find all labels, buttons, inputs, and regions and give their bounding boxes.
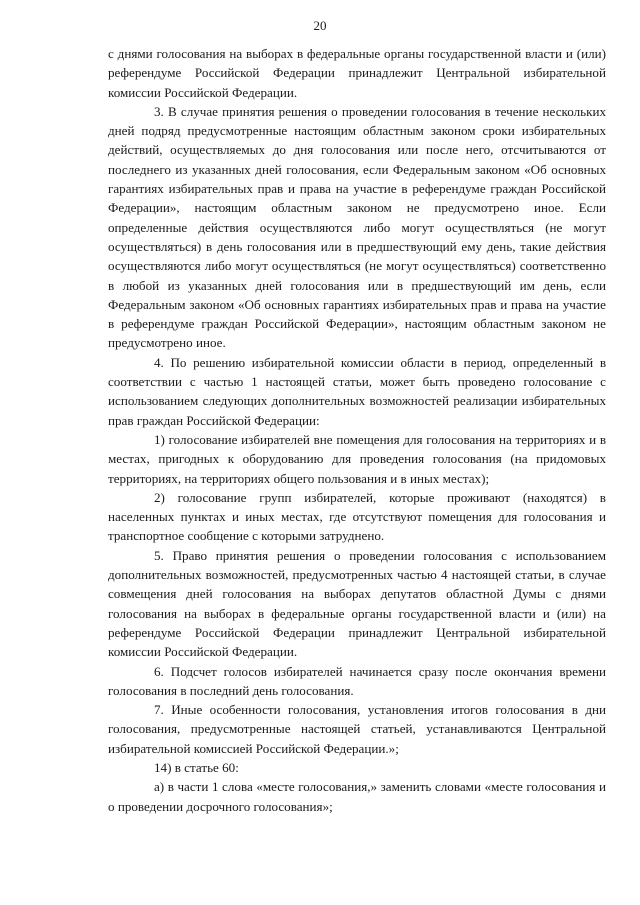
- paragraph-subitem-a: а) в части 1 слова «месте голосования,» заменить словами «месте голосования и о проведении досрочного голосования»;: [108, 779, 606, 814]
- paragraph-subitem-1: 1) голосование избирателей вне помещения для голосования на территориях и в местах, пригодных к оборудованию для проведения голосования (на придомовых территориях, на территориях общего пользования и в иных местах);: [108, 431, 606, 486]
- paragraph-item-7: 7. Иные особенности голосования, установления итогов голосования в дни голосования, предусмотренные настоящей статьей, устанавливаются Центральной избирательной комиссией Российской Федерации.»;: [108, 702, 606, 756]
- paragraph-item-5: 5. Право принятия решения о проведении голосования с использованием дополнительных возможностей, предусмотренных частью 4 настоящей статьи, в случае совмещения дней голосования на выборах депутатов областной Думы с днями голосования на выборах в федеральные органы государственной власти и (или) на референдуме Российской Федерации принадлежит Центральной избирательной комиссии Российской Федерации.: [108, 547, 606, 660]
- paragraph-item-6: 6. Подсчет голосов избирателей начинается сразу после окончания времени голосования в последний день голосования.: [108, 663, 606, 698]
- paragraph-item-3: 3. В случае принятия решения о проведении голосования в течение нескольких дней подряд предусмотренные настоящим областным законом сроки избирательных действий, осуществляемых до дня голосования или после него, отсчитываются от последнего из указанных дней голосования, если Федеральным законом «Об основных гарантиях избирательных прав и права на участие в референдуме граждан Российской Федерации», настоящим областным законом не предусмотрено иное. Если определенные действия осуществляются либо могут осуществляться (не могут осуществляться) в день голосования или в предшествующий ему день, такие действия осуществляются либо могут осуществляться (не могут осуществляться) соответственно в любой из указанных дней голосования или в предшествующий им день, если Федеральным законом «Об основных гарантиях избирательных прав и права на участие в референдуме граждан Российской Федерации», настоящим областным законом не предусмотрено иное.: [108, 103, 606, 351]
- page-number: 20: [313, 18, 327, 33]
- paragraph-item-4: 4. По решению избирательной комиссии области в период, определенный в соответствии с частью 1 настоящей статьи, может быть проведено голосование с использованием следующих дополнительных возможностей реализации избирательных прав граждан Российской Федерации:: [108, 354, 606, 428]
- document-body: [108, 44, 606, 816]
- paragraph-subitem-2: 2) голосование групп избирателей, которые проживают (находятся) в населенных пунктах и иных местах, где отсутствуют помещения для голосования и транспортное сообщение с которыми затруднено.: [108, 489, 606, 544]
- paragraph-continuation: с днями голосования на выборах в федеральные органы государственной власти и (или) референдуме Российской Федерации принадлежит Центральной избирательной комиссии Российской Федерации.: [108, 46, 606, 100]
- paragraph-item-14: 14) в статье 60:: [154, 759, 239, 775]
